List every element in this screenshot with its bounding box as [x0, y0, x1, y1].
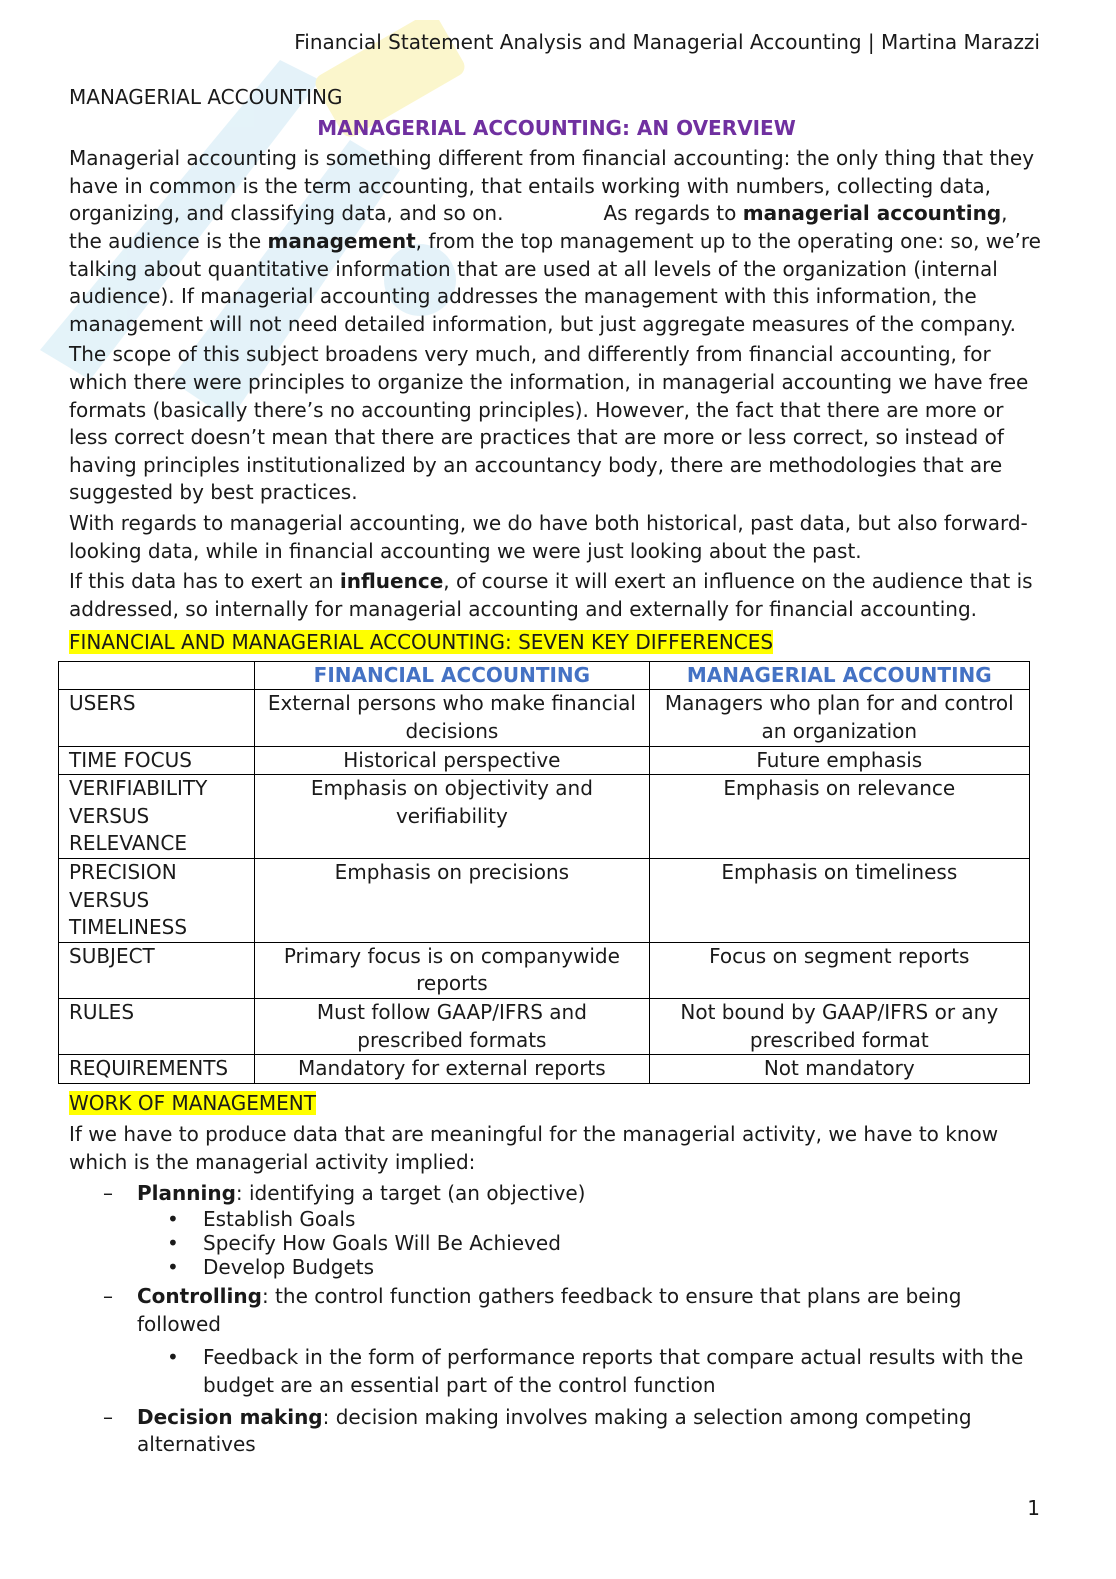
list-item [137, 1207, 1044, 1231]
table-cell: Historical perspective [255, 746, 649, 775]
table-cell: Managers who plan for and control an organization [649, 690, 1029, 746]
row-label: PRECISION VERSUS TIMELINESS [59, 859, 255, 943]
table-row [59, 859, 1030, 943]
p1-text-2: As regards to [603, 201, 743, 226]
row-label: VERIFIABILITY VERSUS RELEVANCE [59, 775, 255, 859]
sublist-text: Feedback in the form of performance reports that compare actual results with the budget are an essential part of the control function [203, 1345, 1024, 1397]
paragraph-3: With regards to managerial accounting, we do have both historical, past data, but also forward-looking data, while in financial accounting we were just looking about the past. [69, 510, 1028, 563]
section-heading-text: FINANCIAL AND MANAGERIAL ACCOUNTING: SEVEN KEY DIFFERENCES [69, 630, 774, 655]
p1-text-1: Managerial accounting is something different from financial accounting: the only thing that they have in common is the term accounting, that entails working with numbers, collecting data, organizing, and classifying data, and so on. [69, 146, 1035, 226]
section-subtitle: MANAGERIAL ACCOUNTING: AN OVERVIEW [317, 115, 796, 140]
table-header-cell: MANAGERIAL ACCOUNTING [649, 661, 1029, 690]
page-number: 1 [1027, 1496, 1040, 1520]
controlling-sublist [137, 1344, 1044, 1399]
management-functions-list [69, 1180, 1044, 1459]
list-term: Planning [137, 1180, 236, 1205]
list-item-controlling [69, 1283, 1044, 1399]
section-heading-work [69, 1090, 1044, 1118]
table-cell: Future emphasis [649, 746, 1029, 775]
table-row [59, 999, 1030, 1055]
row-label: USERS [59, 690, 255, 746]
table-header-cell [59, 661, 255, 690]
sublist-text: Develop Budgets [203, 1255, 375, 1280]
row-label: TIME FOCUS [59, 746, 255, 775]
differences-table [58, 661, 1030, 1084]
sublist-text: Specify How Goals Will Be Achieved [203, 1231, 561, 1256]
row-label: SUBJECT [59, 942, 255, 998]
table-row [59, 775, 1030, 859]
table-row [59, 746, 1030, 775]
table-cell: Not mandatory [649, 1055, 1029, 1084]
p1-bold-2: management [267, 228, 416, 253]
list-text: : identifying a target (an objective) [235, 1180, 586, 1205]
table-cell: Emphasis on precisions [255, 859, 649, 943]
dash-marker: – [103, 1180, 113, 1205]
table-header-cell: FINANCIAL ACCOUNTING [255, 661, 649, 690]
bullet-marker: • [167, 1255, 179, 1280]
page-body [69, 84, 1044, 1461]
paragraph-2: The scope of this subject broadens very much, and differently from financial accounting, for which there were principles to organize the information, in managerial accounting we have free formats (basically there’s no accounting principles). However, the fact that there are more or less correct doesn’t mean that there are practices that are more or less correct, so instead of having principles institutionalized by an accountancy body, there are methodologies that are suggested by best practices. [69, 342, 1029, 505]
bullet-marker: • [167, 1207, 179, 1232]
p1-bold-1: managerial accounting [742, 201, 1002, 226]
page-header: Financial Statement Analysis and Managerial Accounting | Martina Marazzi [294, 30, 1040, 54]
section-heading-differences [69, 629, 1044, 657]
table-cell: Emphasis on relevance [649, 775, 1029, 859]
planning-sublist [137, 1207, 1044, 1279]
document-title: MANAGERIAL ACCOUNTING [69, 85, 343, 109]
dash-marker: – [103, 1404, 113, 1429]
table-cell: External persons who make financial decisions [255, 690, 649, 746]
list-item-decision-making [69, 1404, 1044, 1459]
p1-text-3: , the audience is the [69, 201, 1008, 253]
bullet-marker: • [167, 1345, 179, 1370]
paragraph-5: If we have to produce data that are meaningful for the managerial activity, we have to know which is the managerial activity implied: [69, 1122, 999, 1174]
table-row [59, 942, 1030, 998]
list-item [137, 1231, 1044, 1255]
dash-marker: – [103, 1284, 113, 1309]
row-label: REQUIREMENTS [59, 1055, 255, 1084]
paragraph-1 [69, 145, 1044, 338]
table-cell: Must follow GAAP/IFRS and prescribed formats [255, 999, 649, 1055]
section-heading-text: WORK OF MANAGEMENT [69, 1090, 316, 1115]
p4-text-2: , of course it will exert an influence on the audience that is addressed, so internally for managerial accounting and externally for financial accounting. [69, 569, 1033, 621]
table-cell: Emphasis on objectivity and verifiability [255, 775, 649, 859]
list-item [137, 1344, 1044, 1399]
list-term: Decision making [137, 1404, 323, 1429]
list-text: : the control function gathers feedback to ensure that plans are being followed [137, 1284, 962, 1336]
row-label: RULES [59, 999, 255, 1055]
paragraph-4 [69, 568, 1044, 623]
p4-text-1: If this data has to exert an [69, 569, 340, 594]
bullet-marker: • [167, 1231, 179, 1256]
table-row [59, 1055, 1030, 1084]
table-cell: Mandatory for external reports [255, 1055, 649, 1084]
table-cell: Focus on segment reports [649, 942, 1029, 998]
table-cell: Emphasis on timeliness [649, 859, 1029, 943]
list-item-planning [69, 1180, 1044, 1280]
list-item [137, 1255, 1044, 1279]
sublist-text: Establish Goals [203, 1207, 356, 1232]
p1-text-4: , from the top management up to the operating one: so, we’re talking about quantitative information that are used at all levels of the organization (internal audience). If managerial accounting addresses the management with this information, the management will not need detailed information, but just aggregate measures of the company. [69, 228, 1041, 336]
list-text: : decision making involves making a selection among competing alternatives [137, 1404, 972, 1457]
p4-bold-1: influence [339, 569, 444, 594]
list-term: Controlling [137, 1284, 262, 1309]
table-row [59, 690, 1030, 746]
table-cell: Primary focus is on companywide reports [255, 942, 649, 998]
table-header-row [59, 661, 1030, 690]
table-cell: Not bound by GAAP/IFRS or any prescribed format [649, 999, 1029, 1055]
